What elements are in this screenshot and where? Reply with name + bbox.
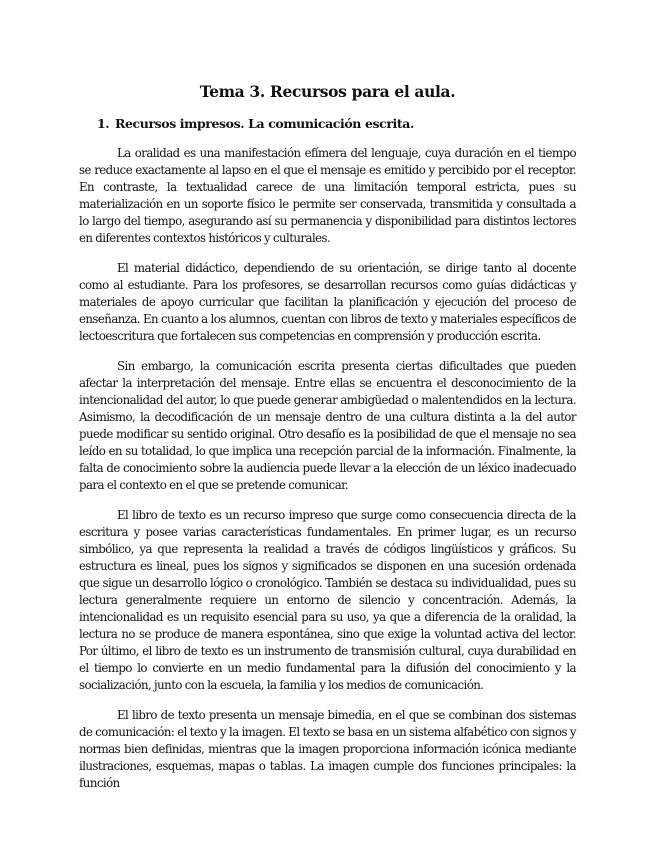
paragraph-dificultades: Sin embargo, la comunicación escrita presenta ciertas dificultades que pueden afectar la interpretación del mensaje. Entre ellas se encuentra el desconocimiento de la intencionalidad del autor, lo que puede generar ambigüedad o malentendidos en la lectura. Asimismo, la decodificación de un mensaje dentro de una cultura distinta a la del autor puede modificar su sentido original. Otro desafío es la posibilidad de que el mensaje no sea leído en su totalidad, lo que implica una recepción parcial de la información. Finalmente, la falta de conocimiento sobre la audiencia puede llevar a la elección de un léxico inadecuado para el contexto en el que se pretende comunicar. [79, 359, 576, 492]
paragraph-libro-de-texto: El libro de texto es un recurso impreso que surge como consecuencia directa de la escritura y posee varias características fundamentales. En primer lugar, es un recurso simbólico, ya que representa la realidad a través de códigos lingüísticos y gráficos. Su estructura es lineal, pues los signos y significados se disponen en una sucesión ordenada que sigue un desarrollo lógico o cronológico. También se destaca su individualidad, pues su lectura generalmente requiere un entorno de silencio y concentración. Además, la intencionalidad es un requisito esencial para su uso, ya que a diferencia de la oralidad, la lectura no se produce de manera espontánea, sino que exige la voluntad activa del lector. Por último, el libro de texto es un instrumento de transmisión cultural, cuya durabilidad en el tiempo lo convierte en un medio fundamental para la difusión del conocimiento y la socialización, junto con la escuela, la familia y los medios de comunicación. [79, 508, 576, 692]
section-heading [97, 116, 576, 131]
paragraph-mensaje-bimedia: El libro de texto presenta un mensaje bimedia, en el que se combinan dos sistemas de comunicación: el texto y la imagen. El texto se basa en un sistema alfabético con signos y normas bien definidas, mientras que la imagen proporciona información icónica mediante ilustraciones, esquemas, mapas o tablas. La imagen cumple dos funciones principales: la función [79, 708, 576, 790]
paragraph-oralidad: La oralidad es una manifestación efímera del lenguaje, cuya duración en el tiempo se reduce exactamente al lapso en el que el mensaje es emitido y percibido por el receptor. En contraste, la textualidad carece de una limitación temporal estricta, pues su materialización en un soporte físico le permite ser conservada, transmitida y consultada a lo largo del tiempo, asegurando así su permanencia y disponibilidad para distintos lectores en diferentes contextos históricos y culturales. [79, 146, 576, 245]
paragraph-material-didactico: El material didáctico, dependiendo de su orientación, se dirige tanto al docente como al estudiante. Para los profesores, se desarrollan recursos como guías didácticas y materiales de apoyo curricular que facilitan la planificación y ejecución del proceso de enseñanza. En cuanto a los alumnos, cuentan con libros de texto y materiales específicos de lectoescritura que fortalecen sus competencias en comprensión y producción escrita. [79, 261, 576, 343]
document-title: Tema 3. Recursos para el aula. [199, 82, 456, 101]
section-number: 1. [97, 116, 110, 131]
section-title: Recursos impresos. La comunicación escrita. [115, 116, 414, 131]
